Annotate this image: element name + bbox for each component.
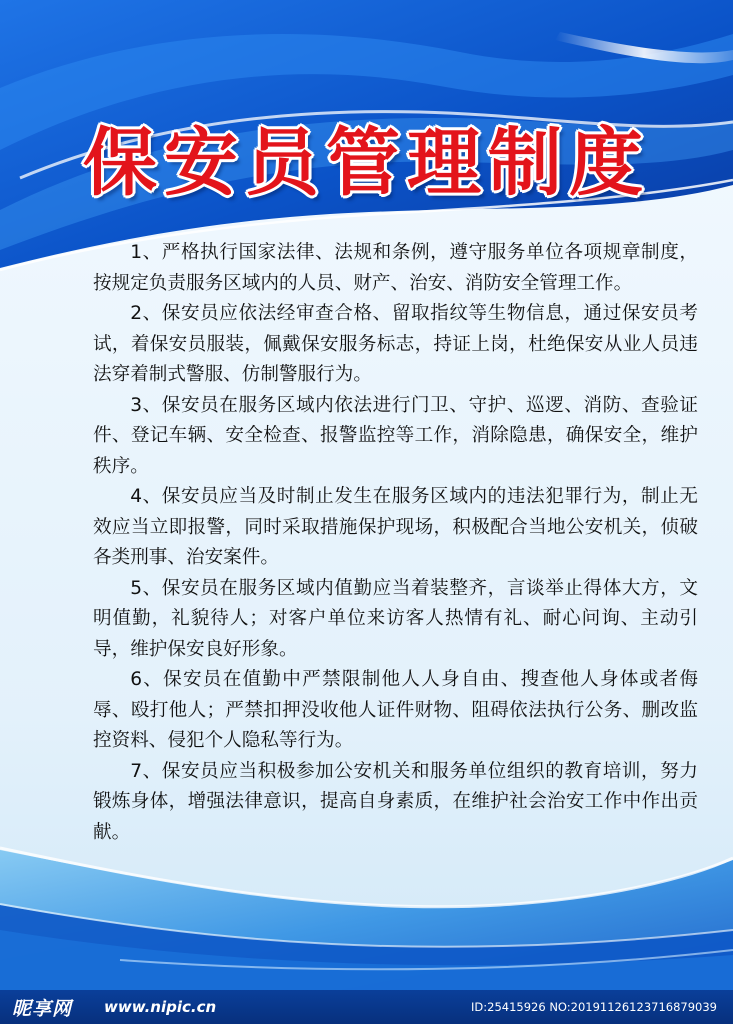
rules-list [93,238,698,848]
rule-item: 4、保安员应当及时制止发生在服务区域内的违法犯罪行为，制止无效应当立即报警，同时采取措施保护现场，积极配合当地公安机关，侦破各类刑事、治安案件。 [93,486,698,568]
watermark-site: www.nipic.cn [104,998,217,1016]
poster-title: 保安员管理制度 [83,120,650,206]
rule-item: 7、保安员应当积极参加公安机关和服务单位组织的教育培训，努力锻炼身体，增强法律意识，提高自身素质，在维护社会治安工作中作出贡献。 [93,760,698,843]
rule-item: 6、保安员在值勤中严禁限制他人人身自由、搜查他人身体或者侮辱、殴打他人；严禁扣押没收他人证件财物、阻碍依法执行公务、删改监控资料、侵犯个人隐私等行为。 [93,669,698,751]
rule-item: 3、保安员在服务区域内依法进行门卫、守护、巡逻、消防、查验证件、登记车辆、安全检查、报警监控等工作，消除隐患，确保安全，维护秩序。 [93,394,698,477]
rule-item: 1、严格执行国家法律、法规和条例，遵守服务单位各项规章制度，按规定负责服务区域内的人员、财产、治安、消防安全管理工作。 [93,242,698,294]
rule-item: 5、保安员在服务区域内值勤应当着装整齐，言谈举止得体大方，文明值勤，礼貌待人；对客户单位来访客人热情有礼、耐心问询、主动引导，维护保安良好形象。 [93,577,698,660]
watermark-image-id: ID:25415926 NO:20191126123716879039 [471,1000,717,1014]
rule-item: 2、保安员应依法经审查合格、留取指纹等生物信息，通过保安员考试，着保安员服装，佩戴保安服务标志，持证上岗，杜绝保安从业人员违法穿着制式警服、仿制警服行为。 [93,303,698,385]
watermark-logo: 昵享网 [12,998,73,1020]
